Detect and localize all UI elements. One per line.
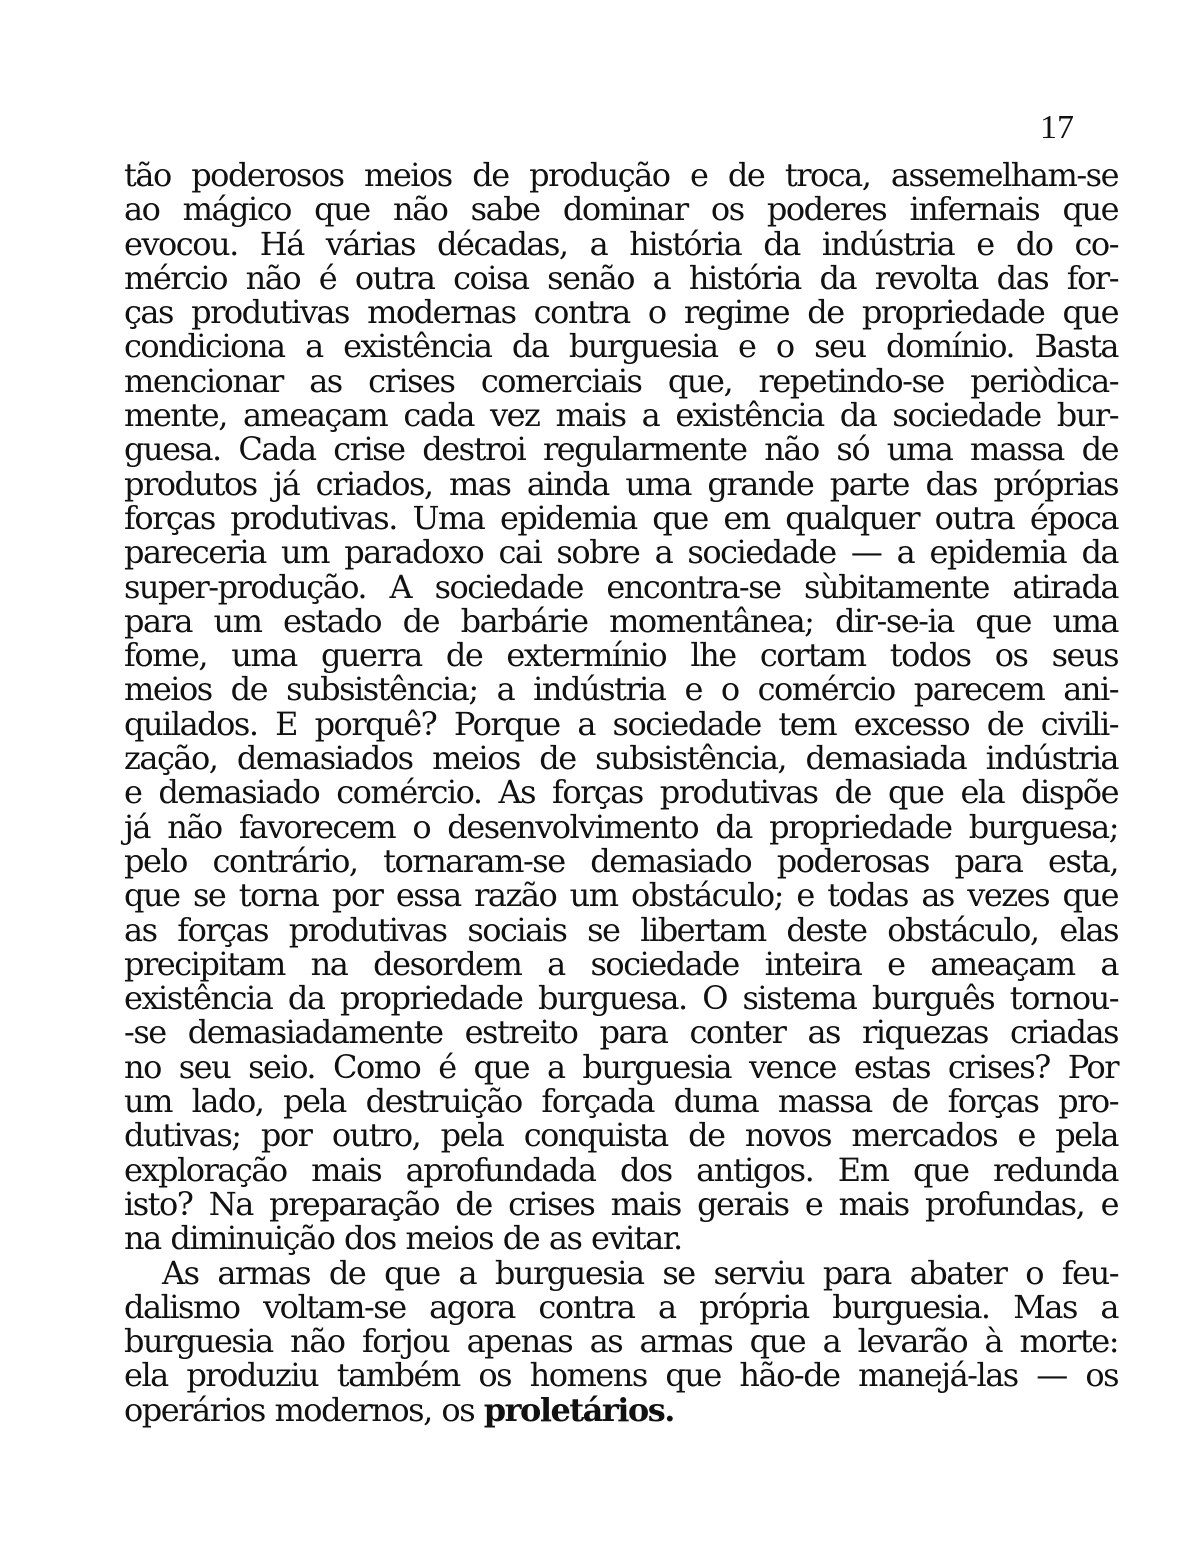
text-line: condiciona a existência da burguesia e o seu domínio. Basta [124, 327, 1118, 366]
text-line: no seu seio. Como é que a burguesia vence estas crises? Por [124, 1047, 1118, 1086]
text-line: exploração mais aprofundada dos antigos. Em que redunda [124, 1150, 1118, 1189]
text-line: pareceria um paradoxo cai sobre a sociedade — a epidemia da [124, 533, 1118, 572]
text-line: meios de subsistência; a indústria e o comércio parecem ani- [124, 670, 1118, 709]
page-number: 17 [1040, 109, 1074, 146]
text-line: quilados. E porquê? Porque a sociedade tem excesso de civili- [124, 704, 1118, 743]
paragraph-2 [124, 1253, 1118, 1429]
text-line: zação, demasiados meios de subsistência, demasiada indústria [124, 739, 1118, 778]
text-line: As armas de que a burguesia se serviu para abater o feu- [162, 1253, 1118, 1292]
text-line: existência da propriedade burguesa. O sistema burguês tornou- [124, 979, 1118, 1018]
text-line: fome, uma guerra de extermínio lhe cortam todos os seus [124, 636, 1118, 675]
text-line: ças produtivas modernas contra o regime de propriedade que [124, 293, 1118, 332]
body-text [124, 158, 1118, 1427]
text-line: já não favorecem o desenvolvimento da propriedade burguesa; [124, 807, 1118, 846]
text-line: burguesia não forjou apenas as armas que a levarão à morte: [124, 1322, 1118, 1361]
text-line: na diminuição dos meios de as evitar. [124, 1219, 682, 1258]
text-line: guesa. Cada crise destroi regularmente não só uma massa de [124, 430, 1118, 469]
paragraph-1 [124, 158, 1118, 1256]
text-line: isto? Na preparação de crises mais gerais e mais profundas, e [124, 1184, 1118, 1223]
text-line-final [124, 1390, 1118, 1429]
text-line: produtos já criados, mas ainda uma grande parte das próprias [124, 464, 1118, 503]
text-line: as forças produtivas sociais se libertam deste obstáculo, elas [124, 910, 1118, 949]
text-line: dutivas; por outro, pela conquista de novos mercados e pela [124, 1116, 1118, 1155]
text-line: ela produziu também os homens que hão-de manejá-las — os [124, 1356, 1118, 1395]
text-line: forças produtivas. Uma epidemia que em qualquer outra época [124, 498, 1118, 537]
text-fragment: operários modernos, os [124, 1390, 484, 1429]
text-line: um lado, pela destruição forçada duma massa de forças pro- [124, 1082, 1118, 1121]
emphasized-word: proletários. [483, 1390, 674, 1429]
text-line: que se torna por essa razão um obstáculo; e todas as vezes que [124, 876, 1118, 915]
text-line: e demasiado comércio. As forças produtivas de que ela dispõe [124, 773, 1118, 812]
text-line: super-produção. A sociedade encontra-se sùbitamente atirada [124, 567, 1118, 606]
text-line: ao mágico que não sabe dominar os poderes infernais que [124, 190, 1118, 229]
text-line: mente, ameaçam cada vez mais a existência da sociedade bur- [124, 396, 1118, 435]
text-line: pelo contrário, tornaram-se demasiado poderosas para esta, [124, 841, 1118, 880]
text-line: tão poderosos meios de produção e de troca, assemelham-se [124, 156, 1118, 194]
text-line: -se demasiadamente estreito para conter as riquezas criadas [124, 1013, 1118, 1052]
text-line: para um estado de barbárie momentânea; dir-se-ia que uma [124, 601, 1118, 640]
text-line: precipitam na desordem a sociedade inteira e ameaçam a [124, 944, 1118, 983]
text-line: dalismo voltam-se agora contra a própria burguesia. Mas a [124, 1287, 1118, 1326]
text-line: mércio não é outra coisa senão a história da revolta das for- [124, 258, 1118, 297]
text-line: evocou. Há várias décadas, a história da indústria e do co- [124, 224, 1118, 263]
text-line: mencionar as crises comerciais que, repetindo-se periòdica- [124, 361, 1118, 400]
